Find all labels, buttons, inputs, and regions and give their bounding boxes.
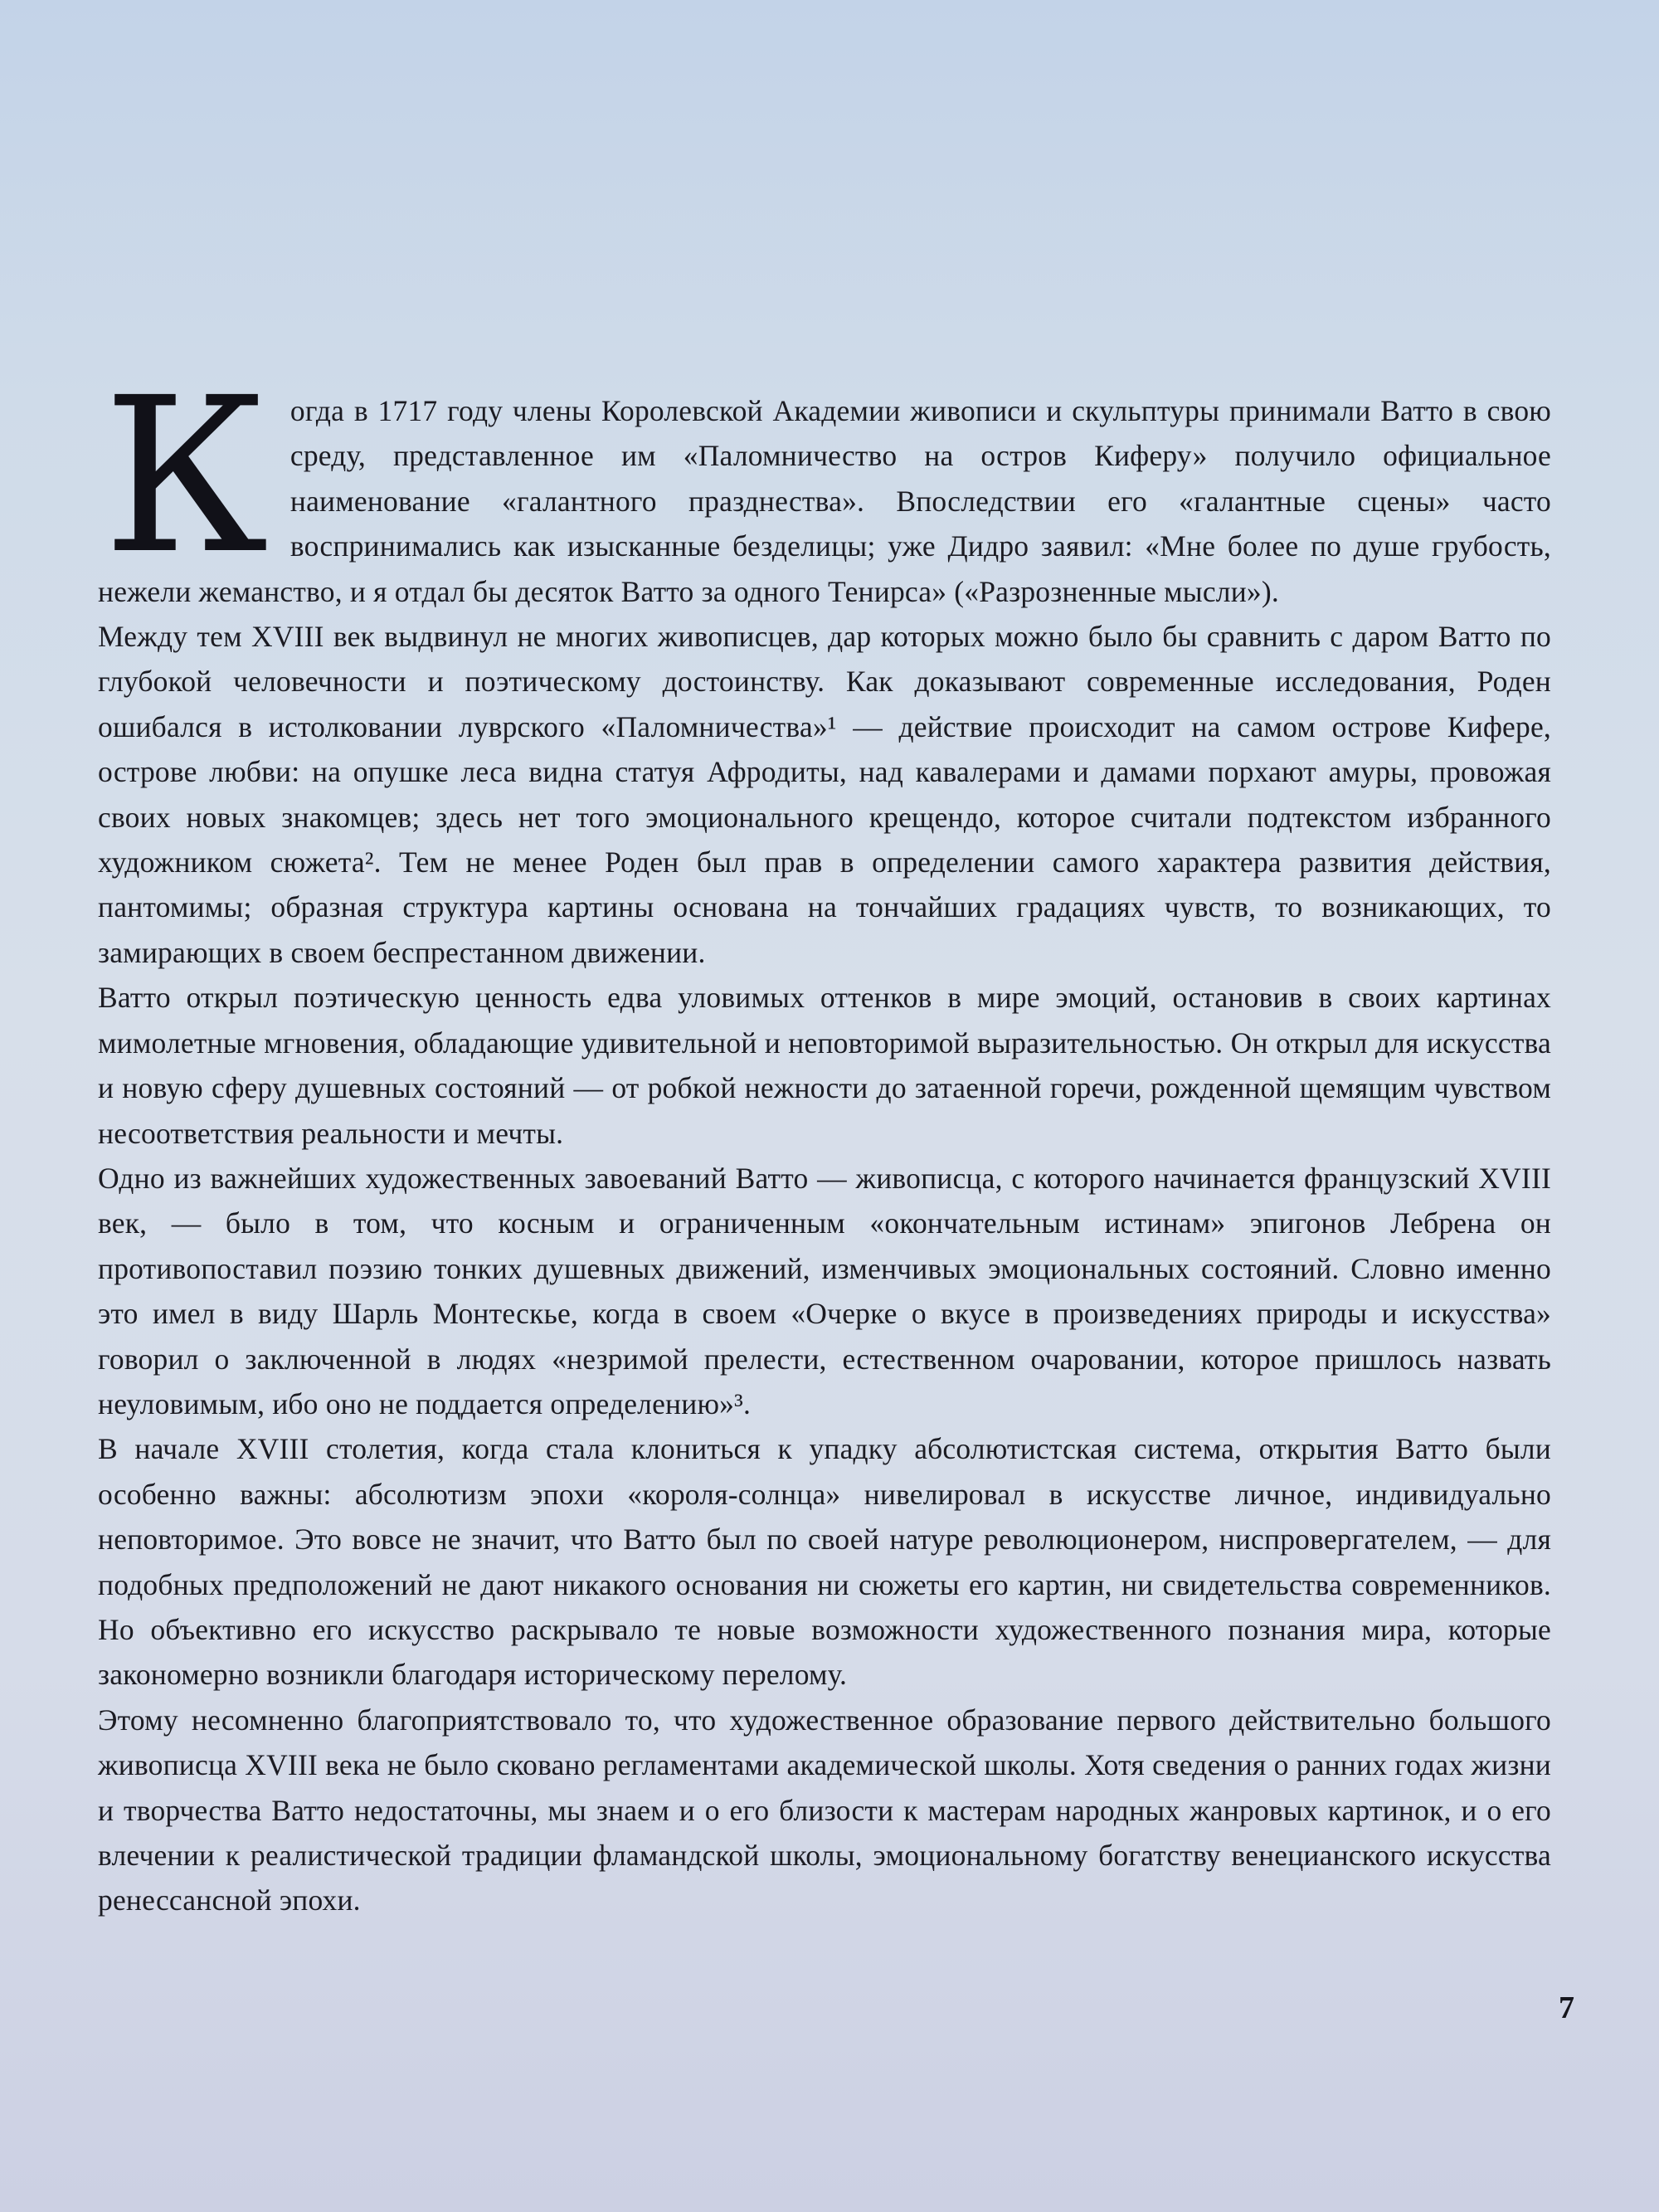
paragraph-6: Этому несомненно благоприятствовало то, что художественное образование первого действительно большого живописца XVIII века не было сковано регламентами академической школы. Хотя сведения о ранних годах жизни и творчества Ватто недостаточны, мы знаем и о его близости к мастерам народных жанровых картинок, и о его влечении к реалистической традиции фламандской школы, эмоциональному богатству венецианского искусства ренессансной эпохи. [98,1703,1551,1917]
paragraph-3: Ватто открыл поэтическую ценность едва уловимых оттенков в мире эмоций, остановив в своих картинах мимолетные мгновения, обладающие удивительной и неповторимой выразительностью. Он открыл для искусства и новую сферу душевных состояний — от робкой нежности до затаенной горечи, рожденной щемящим чувством несоответствия реальности и мечты. [98,981,1551,1150]
body-text [98,352,1551,1923]
paragraph-5: В начале XVIII столетия, когда стала клониться к упадку абсолютистская система, открытия Ватто были особенно важны: абсолютизм эпохи «короля-солнца» нивелировал в искусстве личное, индивидуально неповторимое. Это вовсе не значит, что Ватто был по своей натуре революционером, ниспровергателем, — для подобных предположений не дают никакого основания ни сюжеты его картин, ни свидетельства современников. Но объективно его искусство раскрывало те новые возможности художественного познания мира, которые закономерно возникли благодаря историческому перелому. [98,1432,1551,1692]
paragraph-2: Между тем XVIII век выдвинул не многих живописцев, дар которых можно было бы сравнить с даром Ватто по глубокой человечности и поэтическому достоинству. Как доказывают современные исследования, Роден ошибался в истолковании луврского «Паломничества»¹ — действие происходит на самом острове Кифере, острове любви: на опушке леса видна статуя Афродиты, над кавалерами и дамами порхают амуры, провожая своих новых знакомцев; здесь нет того эмоционального крещендо, которое считали подтекстом избранного художником сюжета². Тем не менее Роден был прав в определении самого характера развития действия, пантомимы; образная структура картины основана на тончайших градациях чувств, то возникающих, то замирающих в своем беспрестанном движении. [98,620,1551,969]
drop-cap-letter: К [103,352,269,601]
paragraph-4: Одно из важнейших художественных завоеваний Ватто — живописца, с которого начинается французский XVIII век, — было в том, что косным и ограниченным «окончательным истинам» эпигонов Лебрена он противопоставил поэзию тонких душевных движений, изменчивых эмоциональных состояний. Словно именно это имел в виду Шарль Монтескье, когда в своем «Очерке о вкусе в произведениях природы и искусства» говорил о заключенной в людях «незримой прелести, естественном очаровании, которое пришлось назвать неуловимым, ибо оно не поддается определению»³. [98,1161,1551,1420]
paragraph-1-text: огда в 1717 году члены Королевской Академии живописи и скульптуры принимали Ватто в свою среду, представленное им «Паломничество на остров Киферу» получило официальное наименование «галантного празднества». Впоследствии его «галантные сцены» часто воспринимались как изысканные безделицы; уже Дидро заявил: «Мне более по душе грубость, нежели жеманство, и я отдал бы десяток Ватто за одного Тенирса» («Разрозненные мысли»). [98,394,1551,608]
page-number: 7 [1559,1990,1574,2025]
paragraph-1 [98,352,1551,614]
